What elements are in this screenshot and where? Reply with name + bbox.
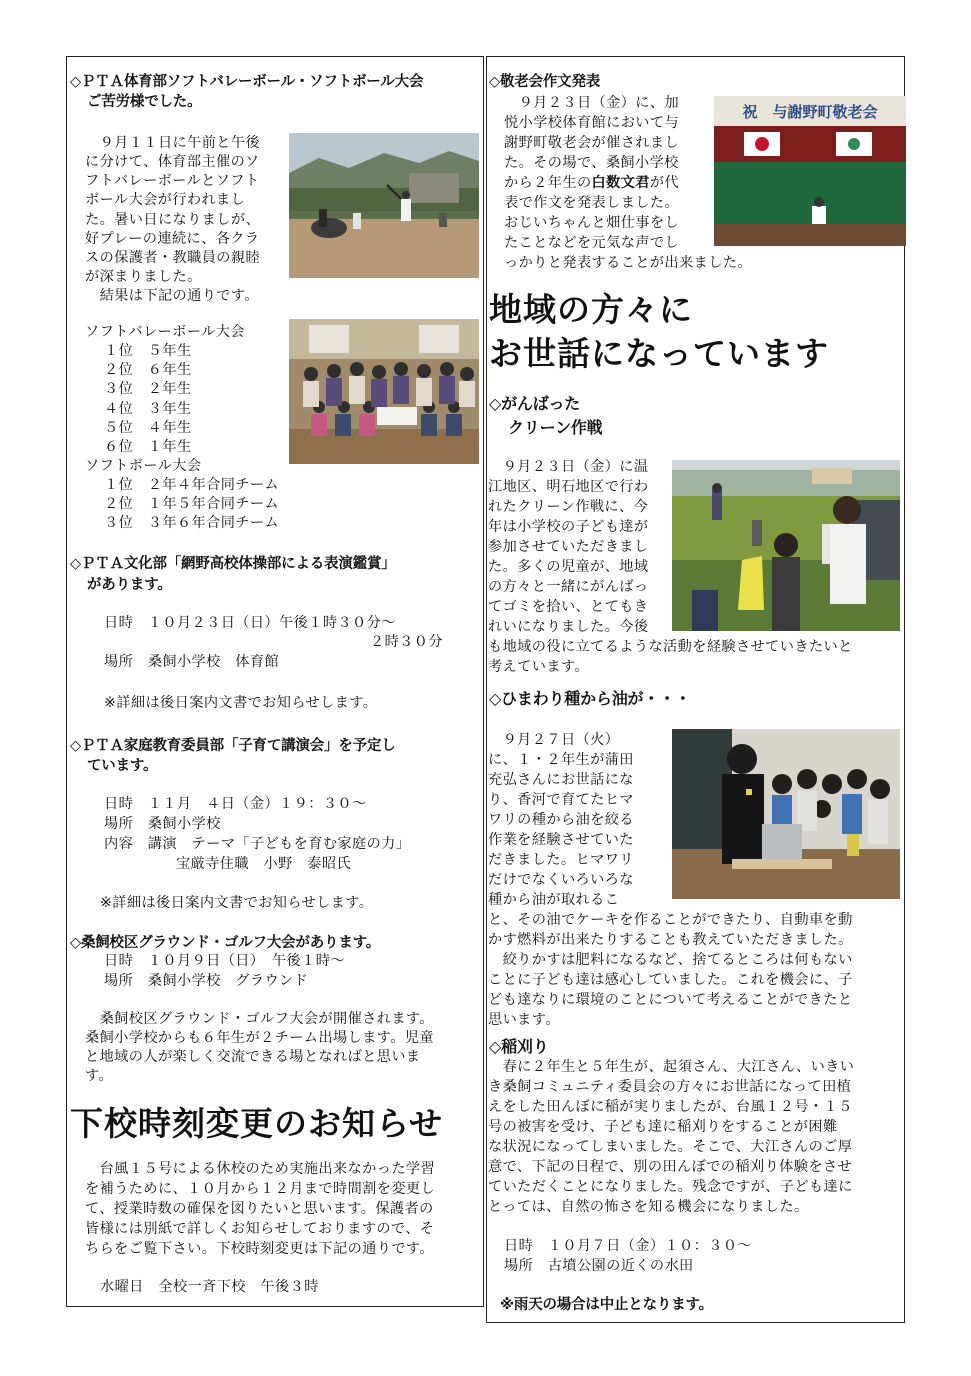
community-title-1: 地域の方々に xyxy=(489,290,693,329)
text-line: 思います。 xyxy=(488,1012,560,1028)
sunflower-heading: ◇ひまわり種から油が・・・ xyxy=(489,689,691,708)
text-line: 表で作文を発表しました。 xyxy=(504,195,680,211)
dismissal-title: 下校時刻変更のお知らせ xyxy=(70,1104,444,1143)
text-line: の方々と一緒にがんばっ xyxy=(488,579,649,595)
text-line: 考えています。 xyxy=(488,659,589,675)
harvest-heading: ◇稲刈り xyxy=(489,1037,549,1056)
result-row: ６位 １年生 xyxy=(104,439,192,455)
result-row: １位 ５年生 xyxy=(104,343,192,359)
culture-note: ※詳細は後日案内文書でお知らせします。 xyxy=(104,695,378,711)
text-line: ９月２７日（火） xyxy=(488,732,620,748)
text-line: 皆様には別紙で詳しくお知らせしておりますので、そ xyxy=(85,1221,435,1237)
text-line: 年は小学校の子ども達が xyxy=(488,519,649,535)
text-line: スの保護者・教職員の親睦 xyxy=(85,250,261,266)
text-line xyxy=(504,174,679,194)
education-heading: ◇ＰＴＡ家庭教育委員部「子育て講演会」を予定し xyxy=(70,738,396,754)
text-line: て、授業時数の確保を図りたいと思います。保護者の xyxy=(85,1201,434,1217)
elderly-event-photo xyxy=(714,96,906,246)
sunflower-oil-photo xyxy=(672,729,900,899)
text-line: 結果は下記の通りです。 xyxy=(85,288,259,304)
elderly-heading: ◇敬老会作文発表 xyxy=(489,74,601,90)
text-line: おじいちゃんと畑仕事をし xyxy=(504,215,680,231)
text-line: ども達なりに環境のことについて考えることができたと xyxy=(488,992,853,1008)
text-line: た。暑い日になりましが、 xyxy=(85,212,261,228)
text-line: ９月２３日（金）に温 xyxy=(488,459,649,475)
text-line: 号の被害を受け、子ども達に稲刈りをすることが困難 xyxy=(488,1119,838,1135)
text-line: ちらをご覧下さい。下校時刻変更は下記の通りです。 xyxy=(85,1241,434,1257)
text-line: 参加させていただきまし xyxy=(488,539,649,555)
text-line: 種から油が取れるこ xyxy=(488,892,620,908)
text-line: てゴミを拾い、とてもき xyxy=(488,599,649,615)
text-line: たことなどを元気な声でし xyxy=(504,235,680,251)
result-row: ３位 ３年６年合同チーム xyxy=(104,515,280,531)
text-line: と、その油でケーキを作ることができたり、自動車を動 xyxy=(488,912,853,928)
education-date: 日時 １１月 ４日（金）１９：３０～ xyxy=(104,796,367,812)
cleanup-photo xyxy=(672,460,900,631)
softball-title: ソフトボール大会 xyxy=(85,458,202,474)
harvest-place: 場所 古墳公園の近くの水田 xyxy=(504,1258,694,1274)
text-line: ボール大会が行われまし xyxy=(85,192,246,208)
text-line: も地域の役に立てるような活動を経験させていきたいと xyxy=(488,639,853,655)
result-row: ５位 ４年生 xyxy=(104,420,192,436)
student-name: 白数文君 xyxy=(591,175,650,191)
text-line: な状況になってしまいました。そこで、大江さんのご厚 xyxy=(488,1139,853,1155)
result-row: ４位 ３年生 xyxy=(104,401,192,417)
text-line: に、１・２年生が蒲田 xyxy=(488,752,634,768)
text-line: だきました。ヒマワリ xyxy=(488,852,634,868)
text-line: っかりと発表することが出来ました。 xyxy=(504,255,752,271)
text-line: 桑飼校区グラウンド・ゴルフ大会が開催されます。 xyxy=(85,1011,434,1027)
text-line: と地域の人が楽しく交流できる場となればと思いま xyxy=(85,1049,421,1065)
culture-heading-2: があります。 xyxy=(87,577,172,593)
culture-heading: ◇ＰＴＡ文化部「網野高校体操部による表演鑑賞」 xyxy=(70,556,396,572)
softball-game-photo xyxy=(289,133,479,278)
culture-date: 日時 １０月２３日（日）午後１時３０分～ xyxy=(104,615,396,631)
text-line: 充弘さんにお世話にな xyxy=(488,772,634,788)
text-line: す。 xyxy=(85,1068,114,1084)
text-line: かす燃料が出来たりすることも教えていただきました。 xyxy=(488,932,853,948)
text-line: 悦小学校体育館において与 xyxy=(504,115,680,131)
culture-place: 場所 桑飼小学校 体育館 xyxy=(104,654,280,670)
text-line: り、香河で育てたヒマ xyxy=(488,792,634,808)
banner-text: 祝 与謝野町敬老会 xyxy=(742,103,878,121)
text-line: が深まりました。 xyxy=(85,269,202,285)
cleanup-heading-2: クリーン作戦 xyxy=(508,418,603,437)
result-row: １位 ２年４年合同チーム xyxy=(104,477,280,493)
text-fragment: が代 xyxy=(649,175,680,191)
text-line: た。その場で、桑飼小学校 xyxy=(504,155,679,171)
harvest-note: ※雨天の場合は中止となります。 xyxy=(500,1297,713,1313)
text-line: を補うために、１０月から１２月まで時間割を変更し xyxy=(85,1181,436,1197)
text-line: ワリの種から油を絞る xyxy=(488,812,634,828)
text-line: ていただくことになりました。残念ですが、子ども達に xyxy=(488,1179,853,1195)
result-row: ２位 １年５年合同チーム xyxy=(104,496,280,512)
text-line: 作業を経験させていた xyxy=(488,832,634,848)
text-fragment: から２年生の xyxy=(504,175,592,191)
text-line: た。多くの児童が、地域 xyxy=(488,559,649,575)
education-content: 内容 講演 テーマ「子どもを育む家庭の力」 xyxy=(104,836,411,852)
culture-date-end: ２時３０分 xyxy=(370,634,443,650)
harvest-date: 日時 １０月７日（金）１０：３０～ xyxy=(504,1238,752,1254)
text-line: ９月１１日に午前と午後 xyxy=(85,135,261,151)
education-note: ※詳細は後日案内文書でお知らせします。 xyxy=(100,895,374,911)
result-row: ２位 ６年生 xyxy=(104,362,192,378)
text-line: 謝野町敬老会が催されまし xyxy=(504,135,680,151)
text-line: 台風１５号による休校のため実施出来なかった学習 xyxy=(85,1161,436,1177)
text-line: だけでなくいろいろな xyxy=(488,872,634,888)
text-line: ９月２３日（金）に、加 xyxy=(504,95,680,111)
text-line: れたクリーン作戦に、今 xyxy=(488,499,649,515)
education-speaker: 宝厳寺住職 小野 泰昭氏 xyxy=(176,856,352,872)
softball-heading-2: ご苦労様でした。 xyxy=(87,94,202,110)
golf-date: 日時 １０月９日（日） 午後１時～ xyxy=(104,953,345,969)
text-line: 江地区、明石地区で行わ xyxy=(488,479,649,495)
text-line: 春に２年生と５年生が、起須さん、大江さん、いきい xyxy=(488,1059,855,1075)
dismissal-schedule: 水曜日 全校一斉下校 午後３時 xyxy=(100,1279,319,1295)
result-row: ３位 ２年生 xyxy=(104,381,192,397)
text-line: ことに子ども達は感心していました。これを機会に、子 xyxy=(488,972,853,988)
text-line: 意で、下記の日程で、別の田んぼでの稲刈り体験をさせ xyxy=(488,1159,853,1175)
community-title-2: お世話になっています xyxy=(489,334,829,373)
text-line: き桑飼コミュニティ委員会の方々にお世話になって田植 xyxy=(488,1079,852,1095)
golf-heading: ◇桑飼校区グラウンド・ゴルフ大会があります。 xyxy=(70,935,381,951)
text-line: 桑飼小学校からも６年生が２チーム出場します。児童 xyxy=(85,1030,434,1046)
text-line: 好プレーの連続に、各クラ xyxy=(85,231,260,247)
text-line: れいになりました。今後 xyxy=(488,619,649,635)
text-line: 絞りかすは肥料になるなど、捨てるところは何もない xyxy=(488,952,853,968)
text-line: とっては、自然の怖さを知る機会になりました。 xyxy=(488,1199,809,1215)
education-heading-2: ています。 xyxy=(87,758,158,774)
text-line: に分けて、体育部主催のソ xyxy=(85,154,260,170)
text-line: えをした田んぼに稲が実りましたが、台風１２号・１５ xyxy=(488,1099,853,1115)
cleanup-heading: ◇がんばった xyxy=(489,394,581,413)
golf-place: 場所 桑飼小学校 グラウンド xyxy=(104,973,309,989)
softball-heading: ◇ＰＴＡ体育部ソフトバレーボール・ソフトボール大会 xyxy=(70,74,424,90)
education-place: 場所 桑飼小学校 xyxy=(104,816,221,832)
text-line: フトバレーボールとソフト xyxy=(85,173,260,189)
volleyball-title: ソフトバレーボール大会 xyxy=(85,324,245,340)
volleyball-team-photo xyxy=(289,319,479,464)
